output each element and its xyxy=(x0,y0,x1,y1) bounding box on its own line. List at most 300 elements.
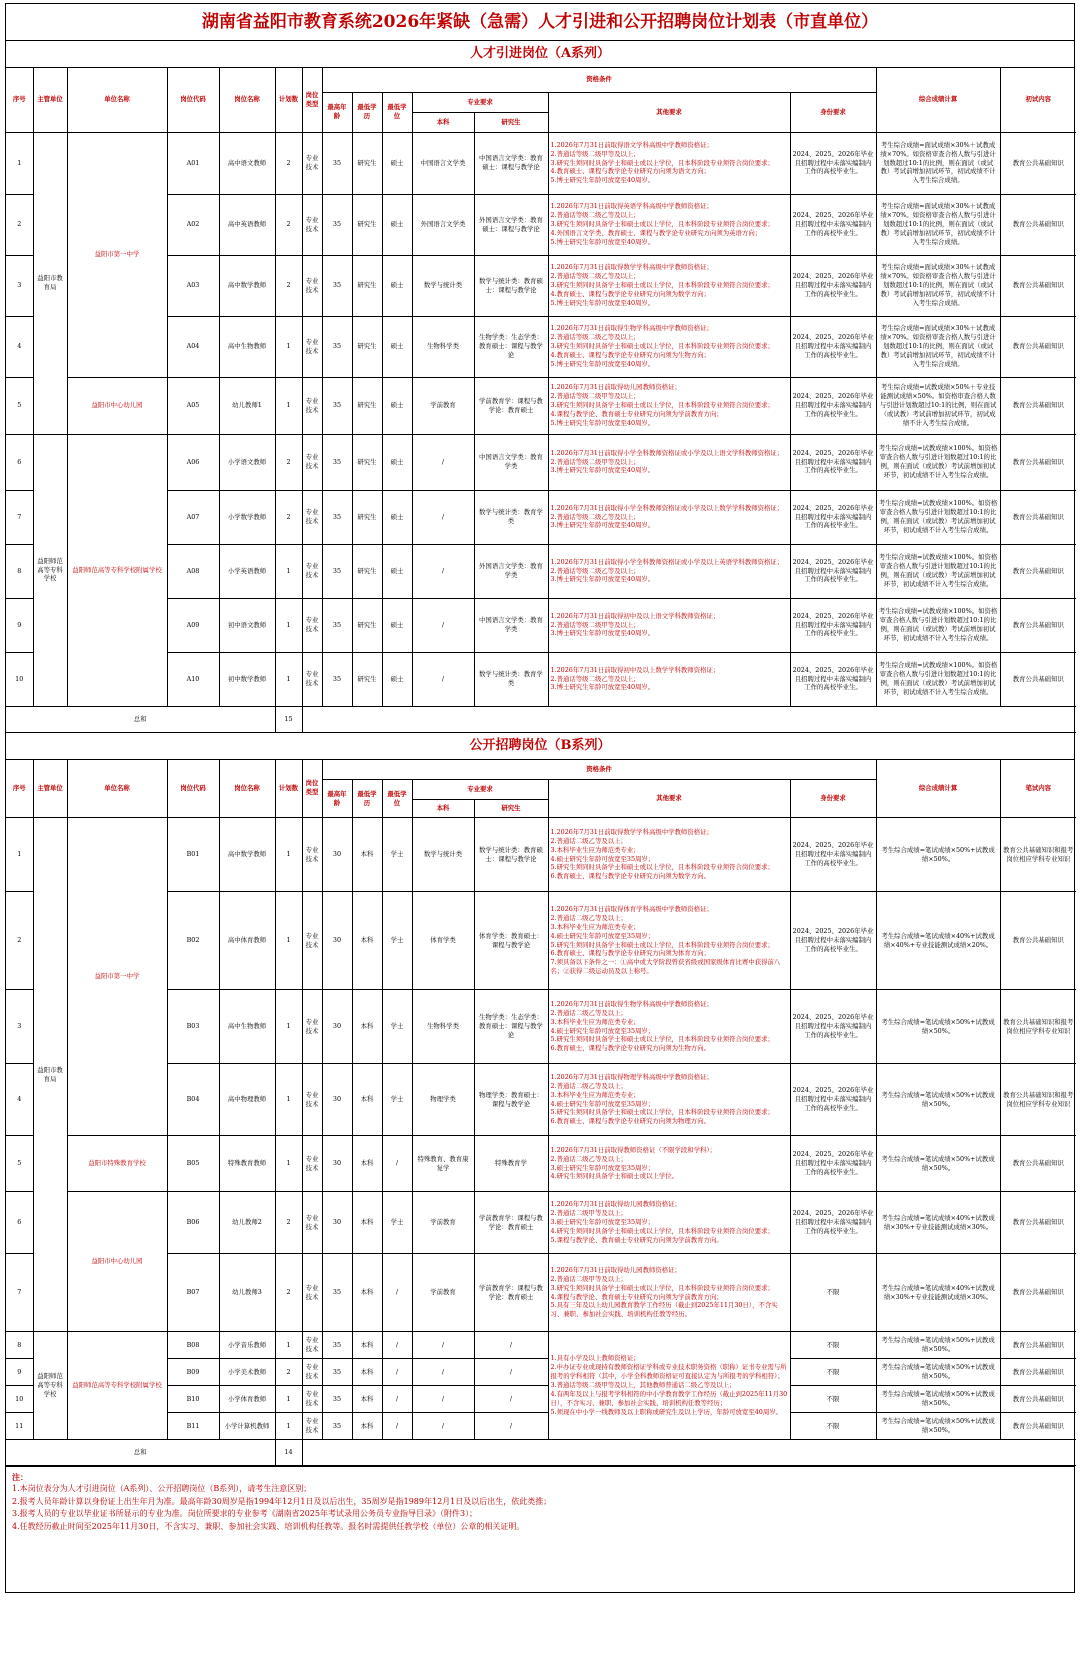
header-other: 其他要求 xyxy=(548,780,790,818)
cell-identity: 2024、2025、2026年毕业且招聘过程中未落实编制内工作的高校毕业生。 xyxy=(790,892,876,990)
table-row xyxy=(6,377,1076,434)
cell-code: B04 xyxy=(167,1064,219,1136)
cell-ptype: 专业技术 xyxy=(302,316,322,377)
cell-unit: 益阳师范高等专科学校附属学校 xyxy=(67,1332,167,1440)
cell-post: 特殊教育教师 xyxy=(219,1136,275,1192)
cell-unit: 益阳市中心幼儿园 xyxy=(67,377,167,434)
cell-deg: 学士 xyxy=(382,1064,412,1136)
cell-score: 考生综合成绩=笔试成绩×50%+试教成绩×50%。 xyxy=(876,818,1000,892)
cell-major-ug: 特殊教育、教育康复学 xyxy=(412,1136,474,1192)
table-row xyxy=(6,1254,1076,1332)
cell-post: 小学计算机教师 xyxy=(219,1413,275,1440)
header-score: 综合成绩计算 xyxy=(876,760,1000,818)
cell-seq: 4 xyxy=(6,1064,33,1136)
cell-post: 幼儿教师2 xyxy=(219,1192,275,1254)
cell-age: 35 xyxy=(322,434,352,490)
cell-seq: 3 xyxy=(6,990,33,1064)
table-row xyxy=(6,1386,1076,1413)
cell-age: 30 xyxy=(322,818,352,892)
cell-ptype: 专业技术 xyxy=(302,377,322,434)
cell-major-ug: / xyxy=(412,544,474,598)
header-unit: 单位名称 xyxy=(67,760,167,818)
cell-post: 小学美术教师 xyxy=(219,1359,275,1386)
cell-code: A07 xyxy=(167,490,219,544)
cell-ptype: 专业技术 xyxy=(302,1413,322,1440)
cell-major-grad: / xyxy=(474,1359,548,1386)
cell-identity: 不限 xyxy=(790,1332,876,1359)
total-value: 15 xyxy=(275,706,302,732)
table-row xyxy=(6,544,1076,598)
header-dept: 主管单位 xyxy=(33,760,67,818)
cell-score: 考生综合成绩=试教成绩×100%。如资格审查合格人数与引进计划数超过10:1的比例，则在面试（或试教）考试前增加初试环节，初试成绩不计入考生综合成绩。 xyxy=(876,490,1000,544)
cell-deg: / xyxy=(382,1359,412,1386)
header-qual: 资格条件 xyxy=(322,760,876,780)
cell-content: 教育公共基础知识和报考岗位相应学科专业知识 xyxy=(1000,990,1076,1064)
cell-edu: 研究生 xyxy=(352,652,382,706)
cell-content: 教育公共基础知识 xyxy=(1000,255,1076,316)
cell-score: 考生综合成绩=笔试成绩×50%+试教成绩×50%。 xyxy=(876,1386,1000,1413)
cell-seq: 9 xyxy=(6,1359,33,1386)
cell-major-grad: 学前教育学：课程与教学论：教育硕士 xyxy=(474,1254,548,1332)
cell-major-grad: 中国语言文学类：教育硕士：课程与教学论 xyxy=(474,132,548,194)
cell-ptype: 专业技术 xyxy=(302,598,322,652)
cell-code: B07 xyxy=(167,1254,219,1332)
cell-ptype: 专业技术 xyxy=(302,1254,322,1332)
cell-content: 教育公共基础知识 xyxy=(1000,1254,1076,1332)
cell-plan: 1 xyxy=(275,818,302,892)
header-written: 笔试内容 xyxy=(1000,760,1076,818)
cell-deg: 学士 xyxy=(382,1192,412,1254)
cell-plan: 1 xyxy=(275,990,302,1064)
cell-deg: 学士 xyxy=(382,892,412,990)
cell-post: 高中生物教师 xyxy=(219,990,275,1064)
cell-identity: 不限 xyxy=(790,1413,876,1440)
cell-edu: 研究生 xyxy=(352,132,382,194)
header-grad: 研究生 xyxy=(474,800,548,818)
cell-seq: 2 xyxy=(6,892,33,990)
cell-edu: 本科 xyxy=(352,1332,382,1359)
header-major: 专业要求 xyxy=(412,780,548,800)
cell-plan: 1 xyxy=(275,892,302,990)
cell-major-ug: / xyxy=(412,1386,474,1413)
cell-seq: 6 xyxy=(6,1192,33,1254)
cell-ptype: 专业技术 xyxy=(302,1136,322,1192)
cell-other-requirements: 1.2026年7月31日前取得小学全科教师资格证或小学及以上英语学科教师资格证； 2.普通话等级二级乙等及以上； 3.博士研究生年龄可放宽至40周岁。 xyxy=(548,544,790,598)
cell-major-grad: 学前教育学：课程与教学论：教育硕士 xyxy=(474,1192,548,1254)
header-identity: 身份要求 xyxy=(790,780,876,818)
cell-other-requirements: 1.2026年7月31日前取得教师资格证（不限学段和学科）； 2.普通话二级乙等及以上； 3.硕士研究生年龄可放宽至35周岁； 4.研究生须同时具备学士和硕士或以上学位。 xyxy=(548,1136,790,1192)
header-edu: 最低学历 xyxy=(352,780,382,818)
total-label: 总和 xyxy=(6,1440,275,1466)
cell-score: 考生综合成绩=笔试成绩×50%+试教成绩×50%。 xyxy=(876,1413,1000,1440)
header-code: 岗位代码 xyxy=(167,68,219,132)
cell-content: 教育公共基础知识 xyxy=(1000,652,1076,706)
cell-other-merged: 1.具有小学及以上教师资格证； 2.申办证专业或现持有教师资格证学科或专业技术职务资格（职称）证书专业需与所报考的学科相符（其中，小学全科教师资格证可直接认定为与所报考的学科相符）； 3.普通话等级二级甲等及以上，其他教师普通话二级乙等及以上； 4.有两年及以上与报考学科相符的中小学教育教学工作经历（截止到2025年11月30日），不含实习、兼职、参加社会实践、培训机构任教等经历； 5.须现在中小学一线教师及以上职称或研究生及以上学历，年龄可放宽至40周岁。 xyxy=(548,1332,790,1440)
cell-post: 小学体育教师 xyxy=(219,1386,275,1413)
cell-age: 30 xyxy=(322,1192,352,1254)
cell-major-ug: 学前教育 xyxy=(412,1254,474,1332)
cell-other-requirements: 1.2026年7月31日前取得生物学科高级中学教师资格证； 2.普通话二级乙等及以上； 3.本科毕业生应为师范类专业； 4.硕士研究生年龄可放宽至35周岁； 5.研究生须同时具备学士和硕士或以上学位，且本科阶段专业须符合岗位要求； 6.教育硕士、课程与教学论专业研究方向须为生物方向。 xyxy=(548,990,790,1064)
cell-deg: 硕士 xyxy=(382,434,412,490)
header-plan: 计划数 xyxy=(275,760,302,818)
cell-post: 小学数学教师 xyxy=(219,490,275,544)
cell-score: 考生综合成绩=笔试成绩×50%+试教成绩×50%。 xyxy=(876,990,1000,1064)
table-row xyxy=(6,434,1076,490)
cell-deg: / xyxy=(382,1254,412,1332)
cell-post: 高中语文教师 xyxy=(219,132,275,194)
cell-score: 考生综合成绩=面试成绩×30%＋试教成绩×70%。如资格审查合格人数与引进计划数超过10:1的比例，则在面试（或试教）考试前增加初试环节，初试成绩不计入考生综合成绩。 xyxy=(876,316,1000,377)
total-row xyxy=(6,706,1076,732)
cell-ptype: 专业技术 xyxy=(302,434,322,490)
cell-major-ug: 中国语言文学类 xyxy=(412,132,474,194)
cell-plan: 2 xyxy=(275,132,302,194)
cell-major-grad: 数学与统计类：教育学类 xyxy=(474,652,548,706)
cell-deg: 硕士 xyxy=(382,255,412,316)
cell-edu: 研究生 xyxy=(352,316,382,377)
header-post: 岗位名称 xyxy=(219,68,275,132)
header-major: 专业要求 xyxy=(412,92,548,112)
cell-post: 高中英语教师 xyxy=(219,194,275,255)
header-age: 最高年龄 xyxy=(322,92,352,132)
cell-major-ug: / xyxy=(412,490,474,544)
cell-major-grad: 中国语言文学类：教育学类 xyxy=(474,434,548,490)
total-value: 14 xyxy=(275,1440,302,1466)
cell-post: 高中数学教师 xyxy=(219,255,275,316)
cell-score: 考生综合成绩=面试成绩×30%＋试教成绩×70%。如资格审查合格人数与引进计划数超过10:1的比例，则在面试（或试教）考试前增加初试环节，初试成绩不计入考生综合成绩。 xyxy=(876,132,1000,194)
cell-score: 考生综合成绩=试教成绩×50%＋专业技能测试成绩×50%。如资格审查合格人数与引进计划数超过10:1的比例，则在面试（或试教）考试前增加初试环节，初试成绩不计入考生综合成绩。 xyxy=(876,377,1000,434)
cell-major-grad: / xyxy=(474,1386,548,1413)
cell-seq: 9 xyxy=(6,598,33,652)
cell-other-requirements: 1.2026年7月31日前取得体育学科高级中学教师资格证； 2.普通话二级乙等及以上； 3.本科毕业生应为师范类专业； 4.硕士研究生年龄可放宽至35周岁； 5.研究生须同时具备学士和硕士或以上学位，且本科阶段专业须符合岗位要求； 6.教育硕士、课程与教学论专业研究方向须为体育方向； 7.须具备以下条件之一：①高中或大学阶段曾获省级或国家级体育比赛中获得前八名；②获得二级运动员及以上称号。 xyxy=(548,892,790,990)
cell-identity: 不限 xyxy=(790,1254,876,1332)
cell-content: 教育公共基础知识 xyxy=(1000,377,1076,434)
table-row xyxy=(6,316,1076,377)
header-qual: 资格条件 xyxy=(322,68,876,92)
cell-edu: 研究生 xyxy=(352,544,382,598)
cell-major-ug: / xyxy=(412,1359,474,1386)
header-code: 岗位代码 xyxy=(167,760,219,818)
cell-major-grad: / xyxy=(474,1413,548,1440)
cell-code: A02 xyxy=(167,194,219,255)
cell-edu: 本科 xyxy=(352,1386,382,1413)
cell-other-requirements: 1.2026年7月31日前取得小学全科教师资格证或小学及以上语文学科教师资格证； 2.普通话等级二级甲等及以上； 3.博士研究生年龄可放宽至40周岁。 xyxy=(548,434,790,490)
cell-seq: 2 xyxy=(6,194,33,255)
cell-content: 教育公共基础知识和报考岗位相应学科专业知识 xyxy=(1000,818,1076,892)
cell-score: 考生综合成绩=面试成绩×30%＋试教成绩×70%。如资格审查合格人数与引进计划数超过10:1的比例，则在面试（或试教）考试前增加初试环节，初试成绩不计入考生综合成绩。 xyxy=(876,255,1000,316)
cell-deg: 硕士 xyxy=(382,598,412,652)
header-score: 综合成绩计算 xyxy=(876,68,1000,132)
cell-ptype: 专业技术 xyxy=(302,818,322,892)
note-item: 2.报考人员年龄计算以身份证上出生年月为准。最高年龄30周岁是指1994年12月1日及以后出生，35周岁是指1989年12月1日及以后出生，依此类推； xyxy=(12,1496,552,1506)
cell-ptype: 专业技术 xyxy=(302,132,322,194)
cell-plan: 1 xyxy=(275,316,302,377)
cell-other-requirements: 1.2026年7月31日前取得英语学科高级中学教师资格证； 2.普通话等级二级乙等及以上； 3.研究生须同时具备学士和硕士或以上学位，且本科阶段专业须符合岗位要求； 4.外国语言文学类、教育硕士、课程与教学论专业研究方向须为英语方向； 5.博士研究生年龄可放宽至40周岁。 xyxy=(548,194,790,255)
cell-identity: 2024、2025、2026年毕业且招聘过程中未落实编制内工作的高校毕业生。 xyxy=(790,1136,876,1192)
cell-major-ug: 外国语言文学类 xyxy=(412,194,474,255)
cell-content: 教育公共基础知识 xyxy=(1000,194,1076,255)
cell-post: 小学英语教师 xyxy=(219,544,275,598)
cell-code: A10 xyxy=(167,652,219,706)
cell-plan: 1 xyxy=(275,1332,302,1359)
cell-age: 35 xyxy=(322,1386,352,1413)
cell-identity: 2024、2025、2026年毕业且招聘过程中未落实编制内工作的高校毕业生。 xyxy=(790,1064,876,1136)
table-row xyxy=(6,1359,1076,1386)
cell-deg: 学士 xyxy=(382,990,412,1064)
cell-age: 30 xyxy=(322,1064,352,1136)
header-seq: 序号 xyxy=(6,68,33,132)
cell-content: 教育公共基础知识 xyxy=(1000,1386,1076,1413)
cell-major-grad: 生物学类：生态学类：教育硕士：课程与教学论 xyxy=(474,316,548,377)
cell-identity: 2024、2025、2026年毕业且招聘过程中未落实编制内工作的高校毕业生。 xyxy=(790,990,876,1064)
cell-other-requirements: 1.2026年7月31日前取得初中及以上数学学科教师资格证； 2.普通话等级二级乙等及以上； 3.博士研究生年龄可放宽至40周岁。 xyxy=(548,652,790,706)
cell-plan: 2 xyxy=(275,1359,302,1386)
cell-seq: 1 xyxy=(6,818,33,892)
cell-other-requirements: 1.2026年7月31日前取得物理学科高级中学教师资格证； 2.普通话二级乙等及以上； 3.本科毕业生应为师范类专业； 4.硕士研究生年龄可放宽至35周岁； 5.研究生须同时具备学士和硕士或以上学位，且本科阶段专业须符合岗位要求； 6.教育硕士、课程与教学论专业研究方向须为物理方向。 xyxy=(548,1064,790,1136)
cell-other-requirements: 1.2026年7月31日前取得幼儿园教师资格证； 2.普通话二级甲等及以上； 3.研究生须同时具备学士和硕士或以上学位，且本科阶段专业须符合岗位要求； 4.课程与教学论、教育硕士专业研究方向须为学前教育方向； 5.具有三年及以上幼儿园教育教学工作经历（截止到2025年11月30日），不含实习、兼职、参加社会实践、培训机构任教等经历。 xyxy=(548,1254,790,1332)
cell-plan: 2 xyxy=(275,255,302,316)
section-a-table xyxy=(6,68,1076,733)
cell-post: 高中体育教师 xyxy=(219,892,275,990)
cell-identity: 2024、2025、2026年毕业且招聘过程中未落实编制内工作的高校毕业生。 xyxy=(790,316,876,377)
cell-plan: 1 xyxy=(275,544,302,598)
cell-post: 高中物理教师 xyxy=(219,1064,275,1136)
cell-content: 教育公共基础知识 xyxy=(1000,316,1076,377)
cell-dept: 益阳师范高等专科学校 xyxy=(33,1332,67,1440)
cell-age: 35 xyxy=(322,652,352,706)
table-row xyxy=(6,1332,1076,1359)
cell-content: 教育公共基础知识 xyxy=(1000,598,1076,652)
cell-content: 教育公共基础知识 xyxy=(1000,490,1076,544)
header-unit: 单位名称 xyxy=(67,68,167,132)
cell-unit: 益阳师范高等专科学校附属学校 xyxy=(67,434,167,706)
header-deg: 最低学位 xyxy=(382,780,412,818)
cell-content: 教育公共基础知识 xyxy=(1000,544,1076,598)
cell-major-grad: 外国语言文学类：教育学类 xyxy=(474,544,548,598)
cell-identity: 不限 xyxy=(790,1359,876,1386)
cell-edu: 本科 xyxy=(352,1359,382,1386)
total-row xyxy=(6,1440,1076,1466)
cell-dept: 益阳师范高等专科学校 xyxy=(33,434,67,706)
cell-plan: 1 xyxy=(275,1413,302,1440)
table-row xyxy=(6,892,1076,990)
cell-score: 考生综合成绩=笔试成绩×50%+试教成绩×50%。 xyxy=(876,1064,1000,1136)
cell-content: 教育公共基础知识 xyxy=(1000,1359,1076,1386)
cell-major-ug: / xyxy=(412,1332,474,1359)
table-row xyxy=(6,1192,1076,1254)
cell-score: 考生综合成绩=笔试成绩×50%+试教成绩×50%。 xyxy=(876,1359,1000,1386)
cell-other-requirements: 1.2026年7月31日前取得语文学科高级中学教师资格证； 2.普通话等级二级甲等及以上； 3.研究生须同时具备学士和硕士或以上学位，且本科阶段专业须符合岗位要求； 4.教育硕士、课程与教学论专业研究方向须为语文方向； 5.博士研究生年龄可放宽至40周岁。 xyxy=(548,132,790,194)
cell-seq: 5 xyxy=(6,1136,33,1192)
cell-major-grad: 数学与统计类：教育硕士：课程与教学论 xyxy=(474,818,548,892)
cell-code: A04 xyxy=(167,316,219,377)
cell-code: B10 xyxy=(167,1386,219,1413)
cell-code: B08 xyxy=(167,1332,219,1359)
cell-other-requirements: 1.2026年7月31日前取得数学学科高级中学教师资格证； 2.普通话等级二级乙等及以上； 3.研究生须同时具备学士和硕士或以上学位，且本科阶段专业须符合岗位要求； 4.教育硕士、课程与教学论专业研究方向须为数学方向； 5.博士研究生年龄可放宽至40周岁。 xyxy=(548,255,790,316)
cell-score: 考生综合成绩=笔试成绩×50%+试教成绩×50%。 xyxy=(876,1332,1000,1359)
cell-age: 35 xyxy=(322,1254,352,1332)
cell-seq: 11 xyxy=(6,1413,33,1440)
cell-edu: 本科 xyxy=(352,892,382,990)
cell-post: 小学语文教师 xyxy=(219,434,275,490)
cell-score: 考生综合成绩=笔试成绩×40%+试教成绩×30%+专业技能测试成绩×30%。 xyxy=(876,1192,1000,1254)
total-empty xyxy=(302,1440,1076,1466)
header-ptype: 岗位类型 xyxy=(302,760,322,818)
cell-age: 35 xyxy=(322,377,352,434)
cell-deg: 硕士 xyxy=(382,316,412,377)
cell-score: 考生综合成绩=试教成绩×100%。如资格审查合格人数与引进计划数超过10:1的比例，则在面试（或试教）考试前增加初试环节，初试成绩不计入考生综合成绩。 xyxy=(876,434,1000,490)
cell-plan: 1 xyxy=(275,1386,302,1413)
header-deg: 最低学位 xyxy=(382,92,412,132)
cell-age: 30 xyxy=(322,892,352,990)
cell-seq: 8 xyxy=(6,1332,33,1359)
cell-unit: 益阳市特殊教育学校 xyxy=(67,1136,167,1192)
cell-ptype: 专业技术 xyxy=(302,652,322,706)
cell-age: 30 xyxy=(322,1136,352,1192)
cell-other-requirements: 1.2026年7月31日前取得生物学科高级中学教师资格证； 2.普通话等级二级乙等及以上； 3.研究生须同时具备学士和硕士或以上学位，且本科阶段专业须符合岗位要求； 4.教育硕士、课程与教学论专业研究方向须为生物方向； 5.博士研究生年龄可放宽至40周岁。 xyxy=(548,316,790,377)
cell-content: 教育公共基础知识 xyxy=(1000,1192,1076,1254)
cell-post: 高中生物教师 xyxy=(219,316,275,377)
document-title: 湖南省益阳市教育系统2026年紧缺（急需）人才引进和公开招聘岗位计划表（市直单位） xyxy=(6,4,1074,41)
cell-major-grad: 数学与统计类：教育硕士：课程与教学论 xyxy=(474,255,548,316)
cell-age: 35 xyxy=(322,490,352,544)
cell-score: 考生综合成绩=笔试成绩×40%+试教成绩×30%+专业技能测试成绩×30%。 xyxy=(876,1254,1000,1332)
cell-content: 教育公共基础知识 xyxy=(1000,1136,1076,1192)
cell-other-requirements: 1.2026年7月31日前取得小学全科教师资格证或小学及以上数学学科教师资格证； 2.普通话等级二级乙等及以上； 3.博士研究生年龄可放宽至40周岁。 xyxy=(548,490,790,544)
section-a-title: 人才引进岗位（A系列） xyxy=(6,41,1074,68)
cell-identity: 2024、2025、2026年毕业且招聘过程中未落实编制内工作的高校毕业生。 xyxy=(790,490,876,544)
cell-plan: 1 xyxy=(275,598,302,652)
cell-edu: 本科 xyxy=(352,1413,382,1440)
cell-major-grad: 特殊教育学 xyxy=(474,1136,548,1192)
cell-code: B02 xyxy=(167,892,219,990)
cell-unit: 益阳市第一中学 xyxy=(67,132,167,377)
cell-identity: 2024、2025、2026年毕业且招聘过程中未落实编制内工作的高校毕业生。 xyxy=(790,377,876,434)
cell-score: 考生综合成绩=面试成绩×30%＋试教成绩×70%。如资格审查合格人数与引进计划数超过10:1的比例，则在面试（或试教）考试前增加初试环节，初试成绩不计入考生综合成绩。 xyxy=(876,194,1000,255)
cell-identity: 2024、2025、2026年毕业且招聘过程中未落实编制内工作的高校毕业生。 xyxy=(790,194,876,255)
cell-plan: 2 xyxy=(275,1192,302,1254)
cell-deg: / xyxy=(382,1136,412,1192)
cell-other-requirements: 1.2026年7月31日前取得幼儿园教师资格证； 2.普通话等级二级甲等及以上； 3.研究生须同时具备学士和硕士或以上学位，且本科阶段专业须符合岗位要求； 4.课程与教学论、教育硕士专业研究方向须为学前教育方向； 5.博士研究生年龄可放宽至40周岁。 xyxy=(548,377,790,434)
cell-seq: 5 xyxy=(6,377,33,434)
cell-ptype: 专业技术 xyxy=(302,490,322,544)
cell-code: A03 xyxy=(167,255,219,316)
cell-age: 35 xyxy=(322,1413,352,1440)
cell-score: 考生综合成绩=试教成绩×100%。如资格审查合格人数与引进计划数超过10:1的比例，则在面试（或试教）考试前增加初试环节，初试成绩不计入考生综合成绩。 xyxy=(876,652,1000,706)
cell-code: B01 xyxy=(167,818,219,892)
cell-ptype: 专业技术 xyxy=(302,1192,322,1254)
cell-major-ug: 物理学类 xyxy=(412,1064,474,1136)
cell-major-ug: 学前教育 xyxy=(412,1192,474,1254)
cell-post: 幼儿教师1 xyxy=(219,377,275,434)
cell-major-ug: 生物科学类 xyxy=(412,316,474,377)
note-item: 4.任教经历截止时间至2025年11月30日，不含实习、兼职、参加社会实践、培训机构任教等。报名时需提供任教学校（单位）公章的相关证明。 xyxy=(12,1521,525,1531)
cell-ptype: 专业技术 xyxy=(302,1359,322,1386)
cell-edu: 研究生 xyxy=(352,377,382,434)
cell-deg: / xyxy=(382,1413,412,1440)
cell-content: 教育公共基础知识 xyxy=(1000,892,1076,990)
cell-score: 考生综合成绩=笔试成绩×40%+试教成绩×40%+专业技能测试成绩×20%。 xyxy=(876,892,1000,990)
cell-ptype: 专业技术 xyxy=(302,194,322,255)
cell-major-grad: 中国语言文学类：教育学类 xyxy=(474,598,548,652)
header-identity: 身份要求 xyxy=(790,92,876,132)
table-row xyxy=(6,194,1076,255)
cell-plan: 1 xyxy=(275,652,302,706)
cell-identity: 2024、2025、2026年毕业且招聘过程中未落实编制内工作的高校毕业生。 xyxy=(790,132,876,194)
cell-edu: 本科 xyxy=(352,1254,382,1332)
cell-deg: 硕士 xyxy=(382,544,412,598)
cell-score: 考生综合成绩=笔试成绩×50%+试教成绩×50%。 xyxy=(876,1136,1000,1192)
header-other: 其他要求 xyxy=(548,92,790,132)
cell-age: 35 xyxy=(322,544,352,598)
cell-identity: 2024、2025、2026年毕业且招聘过程中未落实编制内工作的高校毕业生。 xyxy=(790,1192,876,1254)
cell-age: 30 xyxy=(322,990,352,1064)
cell-plan: 2 xyxy=(275,490,302,544)
cell-identity: 不限 xyxy=(790,1386,876,1413)
cell-age: 35 xyxy=(322,1332,352,1359)
header-ug: 本科 xyxy=(412,800,474,818)
cell-code: B05 xyxy=(167,1136,219,1192)
header-post: 岗位名称 xyxy=(219,760,275,818)
cell-code: B09 xyxy=(167,1359,219,1386)
header-ptype: 岗位类型 xyxy=(302,68,322,132)
table-row xyxy=(6,1136,1076,1192)
header-dept: 主管单位 xyxy=(33,68,67,132)
cell-major-grad: 学前教育学：课程与教学论：教育硕士 xyxy=(474,377,548,434)
cell-seq: 10 xyxy=(6,1386,33,1413)
table-row xyxy=(6,255,1076,316)
cell-post: 高中数学教师 xyxy=(219,818,275,892)
cell-edu: 本科 xyxy=(352,990,382,1064)
cell-dept: 益阳市教育局 xyxy=(33,818,67,1332)
cell-major-ug: / xyxy=(412,598,474,652)
cell-edu: 本科 xyxy=(352,1136,382,1192)
cell-edu: 研究生 xyxy=(352,434,382,490)
total-empty xyxy=(302,706,1076,732)
cell-seq: 3 xyxy=(6,255,33,316)
cell-ptype: 专业技术 xyxy=(302,1332,322,1359)
cell-identity: 2024、2025、2026年毕业且招聘过程中未落实编制内工作的高校毕业生。 xyxy=(790,818,876,892)
cell-age: 35 xyxy=(322,598,352,652)
notes xyxy=(6,1466,1074,1592)
section-b-title: 公开招聘岗位（B系列） xyxy=(6,733,1074,760)
cell-major-grad: 生物学类：生态学类：教育硕士：课程与教学论 xyxy=(474,990,548,1064)
cell-code: A01 xyxy=(167,132,219,194)
cell-ptype: 专业技术 xyxy=(302,892,322,990)
cell-identity: 2024、2025、2026年毕业且招聘过程中未落实编制内工作的高校毕业生。 xyxy=(790,598,876,652)
cell-major-ug: 学前教育 xyxy=(412,377,474,434)
cell-major-ug: 数学与统计类 xyxy=(412,818,474,892)
cell-ptype: 专业技术 xyxy=(302,1064,322,1136)
cell-seq: 10 xyxy=(6,652,33,706)
cell-major-ug: / xyxy=(412,434,474,490)
cell-seq: 4 xyxy=(6,316,33,377)
cell-age: 35 xyxy=(322,194,352,255)
cell-deg: 学士 xyxy=(382,818,412,892)
table-row xyxy=(6,652,1076,706)
cell-post: 幼儿教师3 xyxy=(219,1254,275,1332)
cell-edu: 本科 xyxy=(352,1192,382,1254)
cell-plan: 1 xyxy=(275,377,302,434)
cell-plan: 2 xyxy=(275,1254,302,1332)
cell-seq: 6 xyxy=(6,434,33,490)
cell-post: 初中语文教师 xyxy=(219,598,275,652)
cell-ptype: 专业技术 xyxy=(302,544,322,598)
cell-major-grad: 数学与统计类：教育学类 xyxy=(474,490,548,544)
cell-identity: 2024、2025、2026年毕业且招聘过程中未落实编制内工作的高校毕业生。 xyxy=(790,255,876,316)
cell-ptype: 专业技术 xyxy=(302,255,322,316)
table-row xyxy=(6,990,1076,1064)
cell-content: 教育公共基础知识 xyxy=(1000,132,1076,194)
